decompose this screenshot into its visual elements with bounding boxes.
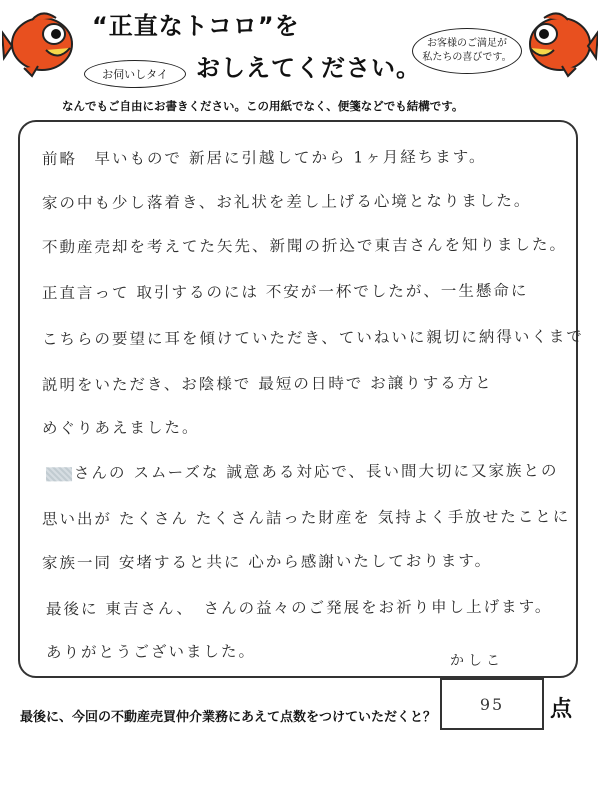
signature: かしこ (450, 653, 504, 669)
letter-line-8-text: さんの スムーズな 誠意ある対応で、長い間大切に又家族との (73, 461, 559, 483)
letter-line-9: 思い出が たくさん たくさん詰った財産を 気持よく手放せたことに (41, 507, 571, 529)
letter-line-6: 説明をいただき、お陰様で 最短の日時で お譲りする方と (41, 373, 493, 395)
speech-bubble-right-line2: 私たちの喜びです。 (422, 52, 512, 63)
letter-line-2: 家の中も少し落着き、お礼状を差し上げる心境となりました。 (41, 191, 532, 213)
letter-line-5: こちらの要望に耳を傾けていただき、ていねいに親切に納得いくまで (41, 327, 584, 349)
letter-line-7: めぐりあえました。 (41, 418, 200, 438)
speech-bubble-right-line1: お客様のご満足が (427, 38, 507, 49)
survey-title-line1: “正直なトコロ”を (92, 12, 300, 40)
score-box (440, 678, 544, 730)
score-unit: 点 (550, 697, 573, 722)
letter-line-3: 不動産売却を考えてた矢先、新聞の折込で東吉さんを知りました。 (41, 235, 568, 257)
letter-line-10: 家族一同 安堵すると共に 心から感謝いたしております。 (41, 551, 493, 573)
survey-title-line2: おしえてください。 (196, 54, 421, 82)
letter-line-1: 前略 早いもので 新居に引越してから 1ヶ月経ちます。 (41, 147, 487, 169)
goldfish-mascot-right-icon (520, 6, 598, 78)
letter-line-11-text: 最後に 東吉さん、 さんの益々のご発展をお祈り申し上げます。 (45, 597, 553, 619)
letter-line-12: ありがとうございました。 (45, 642, 257, 662)
redacted-name (46, 467, 72, 481)
letter-line-11 (46, 595, 552, 620)
letter-line-8 (46, 459, 559, 484)
score-question: 最後に、今回の不動産売買仲介業務にあえて点数をつけていただくと？ (20, 710, 437, 725)
speech-bubble-right (412, 28, 522, 74)
goldfish-mascot-left-icon (2, 6, 80, 78)
instructions-text: なんでもご自由にお書きください。この用紙でなく、便箋などでも結構です。 (62, 99, 464, 113)
letter-line-4: 正直言って 取引するのには 不安が一杯でしたが、一生懸命に (41, 281, 529, 303)
speech-bubble-left: お伺いしタイ (84, 60, 186, 88)
score-value: 95 (479, 694, 505, 714)
